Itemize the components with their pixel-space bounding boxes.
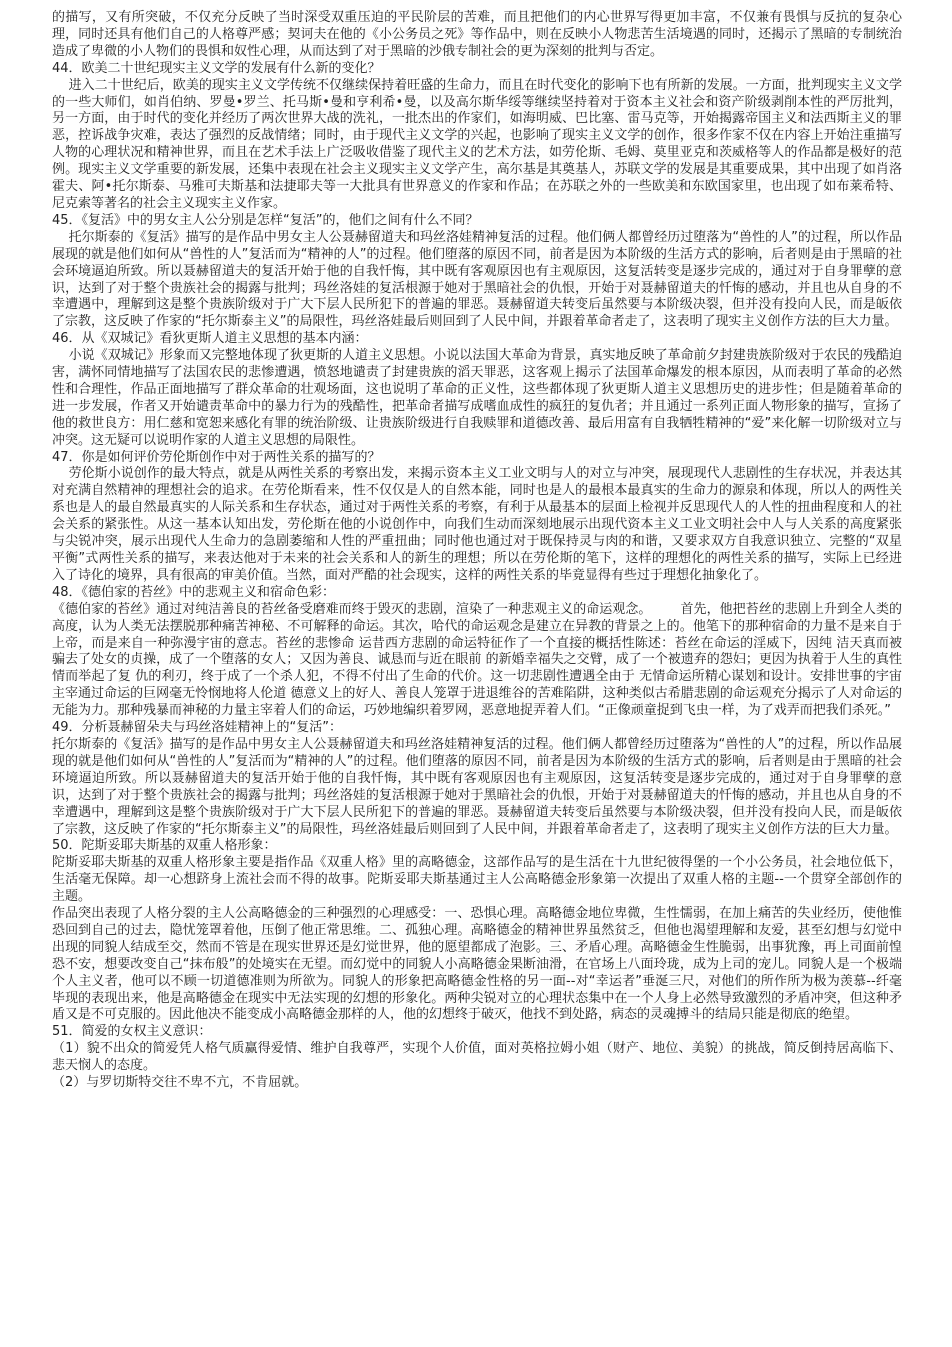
answer-50-intro: 陀斯妥耶夫斯基的双重人格形象主要是指作品《双重人格》里的高略德金，这部作品写的是生活在十九世纪彼得堡的一个小公务员，社会地位低下，生活毫无保障。却一心想跻身上流社会而不得的故事。陀斯妥耶夫斯基通过主人公高略德金形象第一次提出了双重人格的主题--一个贯穿全部创作的主题。 <box>52 855 902 905</box>
answer-49: 托尔斯泰的《复活》描写的是作品中男女主人公聂赫留道夫和玛丝洛娃精神复活的过程。他们俩人都曾经历过堕落为“兽性的人”的过程，所以作品展现的就是他们如何从“兽性的人”复活而为“精神的人”的过程。他们堕落的原因不同，前者是因为本阶级的生活方式的影响，后者则是由于黑暗的社会环境逼迫所致。所以聂赫留道夫的复活开始于他的自我忏悔，其中既有客观原因也有主观原因，这复活转变是逐步完成的，通过对于自身罪孽的意识，达到了对于整个贵族社会的揭露与批判；玛丝洛娃的复活根源于她对于黑暗社会的仇恨，开始于对聂赫留道夫的忏悔的感动，并且也从自身的不幸遭遇中，理解到这是整个贵族阶级对于广大下层人民所犯下的普遍的罪恶。聂赫留道夫转变后虽然要与本阶级决裂，但并没有投向人民，而是皈依了宗教，这反映了作家的“托尔斯泰主义”的局限性，玛丝洛娃最后则回到了人民中间，并跟着革命者走了，这表明了现实主义创作方法的巨大力量。 <box>52 736 902 837</box>
answer-47: 劳伦斯小说创作的最大特点，就是从两性关系的考察出发，来揭示资本主义工业文明与人的对立与冲突，展现现代人悲剧性的生存状况，并表达其对充满自然精神的理想社会的追求。在劳伦斯看来，性不仅仅是人的自然本能，同时也是人的最根本最真实的生命力的源泉和体现，所以人的两性关系也是人的最自然最真实的人际关系和生存状态，通过对于两性关系的考察，有利于从最基本的层面上检视并反思现代人的人性的扭曲程度和人的社会关系的紧张性。从这一基本认知出发，劳伦斯在他的小说创作中，向我们生动而深刻地展示出现代资本主义工业文明社会中人与人关系的高度紧张与尖锐冲突，展示出现代人生命力的急剧萎缩和人性的严重扭曲；同时他也通过对于既保持灵与肉的和谐，又要求双方自我意识独立、完整的“双星平衡”式两性关系的描写，来表达他对于未来的社会关系和人的新生的理想；所以在劳伦斯的笔下，这样的理想化的两性关系的描写，实际上已经进入了诗化的境界，具有很高的审美价值。当然，面对严酷的社会现实，这样的两性关系的毕竟显得有些过于理想化抽象化了。 <box>52 466 902 583</box>
question-47: 47．你是如何评价劳伦斯创作中对于两性关系的描写的？ <box>52 449 381 465</box>
question-48: 48．《德伯家的苔丝》中的悲观主义和宿命色彩： <box>52 584 336 600</box>
question-49: 49．分析聂赫留朵夫与玛丝洛娃精神上的“复活”： <box>52 720 343 736</box>
answer-44: 进入二十世纪后，欧美的现实主义文学传统不仅继续保持着旺盛的生命力，而且在时代变化的影响下也有所新的发展。一方面，批判现实主义文学的一些大师们，如肖伯纳、罗曼•罗兰、托马斯•曼和亨利希•曼，以及高尔斯华绥等继续坚持着对于资本主义社会和资产阶级剥削本性的严厉批判，另一方面，由于时代的变化并经历了两次世界大战的洗礼，一批杰出的作家们，如海明威、巴比塞、雷马克等，开始揭露帝国主义和法西斯主义的罪恶，控诉战争灾难，表达了强烈的反战情绪；同时，由于现代主义文学的兴起，也影响了现实主义文学的创作，很多作家不仅在内容上开始注重描写人物的心理状况和精神世界，而且在艺术手法上广泛吸收借鉴了现代主义的艺术方法，如劳伦斯、毛姆、莫里亚克和茨威格等人的作品都是极好的范例。现实主义文学重要的新发展，还集中表现在社会主义现实主义文学产生，高尔基是其奠基人，苏联文学的发展是其重要成果，其中出现了如肖洛霍夫、阿•托尔斯泰、马雅可夫斯基和法捷耶夫等一大批具有世界意义的作家和作品；在苏联之外的一些欧美和东欧国家里，也出现了如布莱希特、尼克索等著名的社会主义现实主义作家。 <box>52 77 902 211</box>
answer-50-analysis: 作品突出表现了人格分裂的主人公高略德金的三种强烈的心理感受：一、恐惧心理。高略德金地位卑微，生性懦弱，在加上痛苦的失业经历，使他惟恐回到自己的过去，隐忧笼罩着他，压倒了他正常思维。二、孤独心理。高略德金的精神世界虽然贫乏，但他也渴望理解和友爱，甚至幻想与幻觉中出现的同貌人结成至交，然而不管是在现实世界还是幻觉世界，他的愿望都成了泡影。三、矛盾心理。高略德金生性脆弱，出事犹豫，再上司面前惶恐不安，想要改变自己“抹布般”的处境实在无望。而幻觉中的同貌人小高略德金果断油滑，在官场上八面玲珑，成为上司的宠儿。同貌人是一个极端个人主义者，他可以不顾一切道德准则为所欲为。同貌人的形象把高略德金性格的另一面--对“幸运者”垂涎三尺，对他们的所作所为极为羡慕--纤毫毕现的表现出来，他是高略德金在现实中无法实现的幻想的形象化。两种尖锐对立的心理状态集中在一个人身上必然导致激烈的矛盾冲突，但这种矛盾又是不可克服的。因此他决不能变成小高略德金那样的人，他的幻想终于破灭，他找不到处路，病态的灵魂搏斗的结局只能是彻底的绝望。 <box>52 906 902 1023</box>
question-51: 51．简爱的女权主义意识： <box>52 1024 212 1040</box>
question-50: 50．陀斯妥耶夫斯基的双重人格形象： <box>52 838 277 854</box>
question-44: 44．欧美二十世纪现实主义文学的发展有什么新的变化？ <box>52 60 381 76</box>
answer-51-point-2: （2）与罗切斯特交往不卑不亢，不肯屈就。 <box>52 1075 308 1091</box>
paragraph-43-continued: 的描写，又有所突破，不仅充分反映了当时深受双重压迫的平民阶层的苦难，而且把他们的内心世界写得更加丰富，不仅兼有畏惧与反抗的复杂心理，同时还具有他们自己的人格尊严感；契诃夫在他的《小公务员之死》等作品中，则在反映小人物悲苦生活境遇的同时，还揭示了黑暗的专制统治造成了卑微的小人物们的畏惧和奴性心理，从而达到了对于黑暗的沙俄专制社会的更为深刻的批判与否定。 <box>52 10 902 59</box>
document-page <box>52 10 902 1092</box>
answer-46: 小说《双城记》形象而又完整地体现了狄更斯的人道主义思想。小说以法国大革命为背景，真实地反映了革命前夕封建贵族阶级对于农民的残酷迫害，满怀同情地描写了法国农民的悲惨遭遇，愤怒地谴责了封建贵族的滔天罪恶，这客观上揭示了法国革命爆发的根本原因，从而表明了革命的必然性和合理性，作品正面地描写了群众革命的壮观场面，这也说明了革命的正义性，这些都体现了狄更斯人道主义思想历史的进步性；但是随着革命的进一步发展，作者又开始谴责革命中的暴力行为的残酷性，把革命者描写成嗜血成性的疯狂的复仇者；并且通过一系列正面人物形象的描写，宣扬了他的救世良方：用仁慈和宽恕来感化有罪的统治阶级、让贵族阶级进行自我赎罪和道德改善、最后用富有自我牺牲精神的“爱”来化解一切阶级对立与冲突。这无疑可以说明作家的人道主义思想的局限性。 <box>52 348 902 448</box>
question-46: 46．从《双城记》看狄更斯人道主义思想的基本内涵： <box>52 331 368 347</box>
answer-51-point-1: （1）貌不出众的简爱凭人格气质赢得爱情、维护自我尊严，实现个人价值，面对英格拉姆小姐（财产、地位、美貌）的挑战，简反倒持居高临下、悲天悯人的态度。 <box>52 1041 902 1074</box>
answer-48: 《德伯家的苔丝》通过对纯洁善良的苔丝备受磨难而终于毁灭的悲剧，渲染了一种悲观主义的命运观念。 首先，他把苔丝的悲剧上升到全人类的高度，认为人类无法摆脱那种痛苦神秘、不可解释的命运。其次，哈代的命运观念是建立在异教的背景之上的。他笔下的那种宿命的力量不是来自于上帝，而是来自一种弥漫宇宙的意志。苔丝的悲惨命 运昔西方悲剧的命运特征作了一个直接的概括性陈述：苔丝在命运的淫威下，因纯 洁天真而被骗去了处女的贞操，成了一个堕落的女人；又因为善良、诚恳而与近在眼前 的新婚幸福失之交臂，成了一个被遗弃的怨妇；更因为执着于人生的真性情而举起了复 仇的利刃，终于成了一个杀人犯，不得不付出了生命的代价。这一切悲剧性遭遇全由于 无情命运所精心谋划和设计。安排世事的宇宙主宰通过命运的巨网毫无怜悯地将人伦道 德意义上的好人、善良人笼罩于进退维谷的苦难陷阱，这种类似古希腊悲剧的命运观充分揭示了人对命运的无能为力。那种残暴而神秘的力量主宰着人们的命运，巧妙地编织着罗网，恶意地捉弄着人们。“正像顽童捉到飞虫一样，为了戏弄而把我们杀死。” <box>52 601 902 719</box>
answer-45: 托尔斯泰的《复活》描写的是作品中男女主人公聂赫留道夫和玛丝洛娃精神复活的过程。他们俩人都曾经历过堕落为“兽性的人”的过程，所以作品展现的就是他们如何从“兽性的人”复活而为“精神的人”的过程。他们堕落的原因不同，前者是因为本阶级的生活方式的影响，后者则是由于黑暗的社会环境逼迫所致。所以聂赫留道夫的复活开始于他的自我忏悔，其中既有客观原因也有主观原因，这复活转变是逐步完成的，通过对于自身罪孽的意识，达到了对于整个贵族社会的揭露与批判；玛丝洛娃的复活根源于她对于黑暗社会的仇恨，开始于对聂赫留道夫的忏悔的感动，并且也从自身的不幸遭遇中，理解到这是整个贵族阶级对于广大下层人民所犯下的普遍的罪恶。聂赫留道夫转变后虽然要与本阶级决裂，但并没有投向人民，而是皈依了宗教，这反映了作家的“托尔斯泰主义”的局限性，玛丝洛娃最后则回到了人民中间，并跟着革命者走了，这表明了现实主义创作方法的巨大力量。 <box>52 229 902 330</box>
question-45: 45．《复活》中的男女主人公分别是怎样“复活”的，他们之间有什么不同？ <box>52 212 479 228</box>
